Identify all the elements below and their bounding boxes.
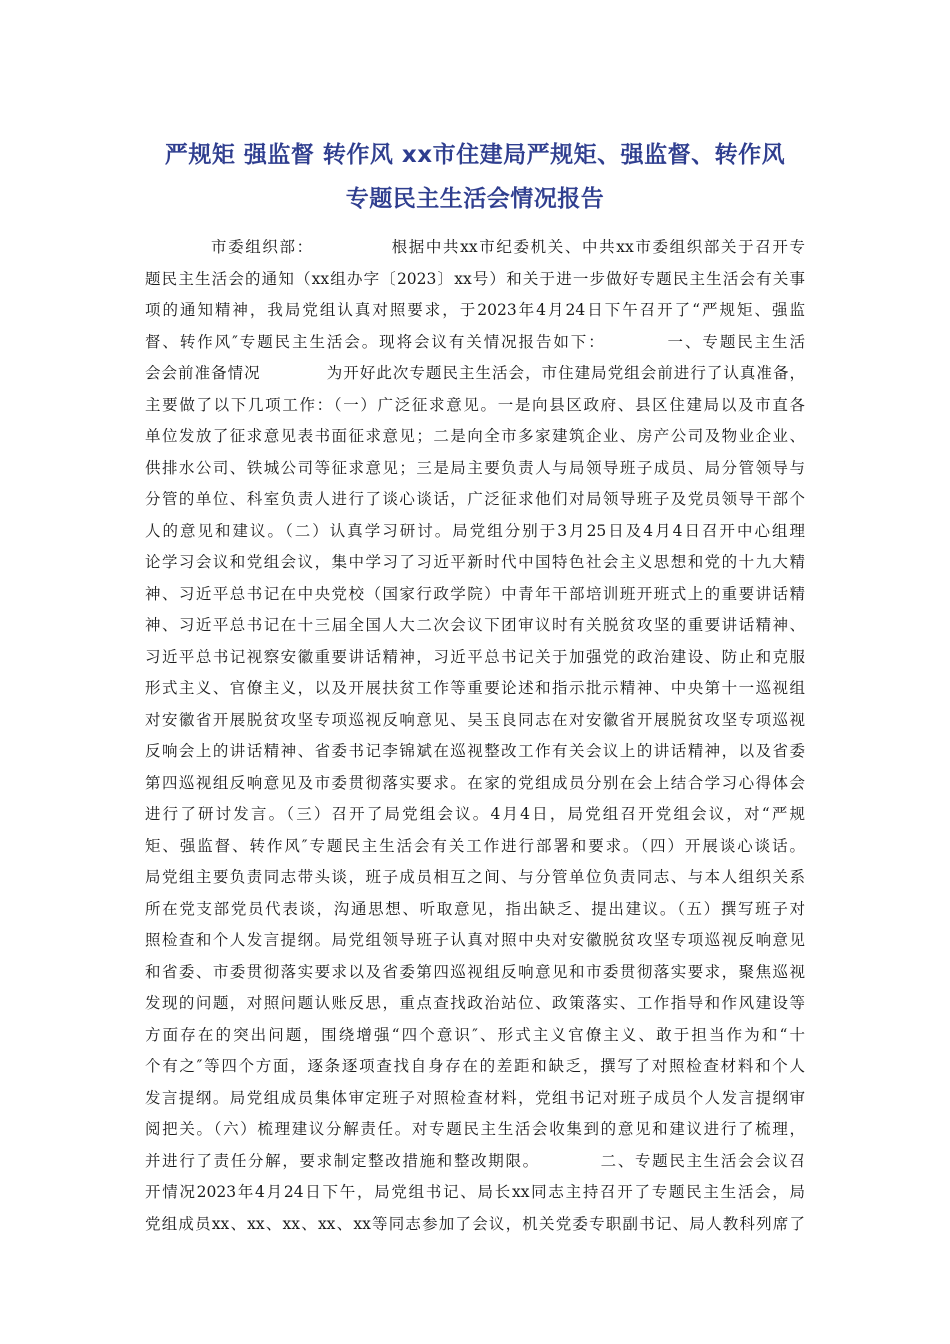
body-line: 发言提纲。局党组成员集体审定班子对照检查材料，党组书记对班子成员个人发言提纲审 xyxy=(145,1088,805,1107)
document-title-line-2: 专题民主生活会情况报告 xyxy=(345,186,605,212)
document-body xyxy=(145,232,805,1240)
body-line: 市委组织部： 根据中共xx市纪委机关、中共xx市委组织部关于召开专 xyxy=(211,238,805,256)
body-line: 分管的单位、科室负责人进行了谈心谈话，广泛征求他们对局领导班子及党员领导干部个 xyxy=(145,490,805,508)
body-line: 和省委、市委贯彻落实要求以及省委第四巡视组反响意见和市委贯彻落实要求，聚焦巡视 xyxy=(145,962,805,981)
body-line: 神、习近平总书记在十三届全国人大二次会议下团审议时有关脱贫攻坚的重要讲话精神、 xyxy=(145,616,805,634)
body-line: 习近平总书记视察安徽重要讲话精神，习近平总书记关于加强党的政治建设、防止和克服 xyxy=(145,647,805,666)
body-line: 督、转作风″专题民主生活会。现将会议有关情况报告如下： 一、专题民主生活 xyxy=(145,332,805,351)
body-line: 所在党支部党员代表谈，沟通思想、听取意见，指出缺乏、提出建议。（五）撰写班子对 xyxy=(145,899,805,918)
document-title-line-1: 严规矩 强监督 转作风 xx市住建局严规矩、强监督、转作风 xyxy=(164,142,786,168)
body-line: 形式主义、官僚主义，以及开展扶贫工作等重要论述和指示批示精神、中央第十一巡视组 xyxy=(145,679,805,697)
body-line: 单位发放了征求意见表书面征求意见；二是向全市多家建筑企业、房产公司及物业企业、 xyxy=(145,427,805,445)
body-line: 人的意见和建议。（二）认真学习研讨。局党组分别于3月25日及4月4日召开中心组理 xyxy=(145,521,805,540)
body-line: 照检查和个人发言提纲。局党组领导班子认真对照中央对安徽脱贫攻坚专项巡视反响意见 xyxy=(145,931,805,949)
body-line: 主要做了以下几项工作：（一）广泛征求意见。一是向县区政府、县区住建局以及市直各 xyxy=(145,395,805,414)
body-line: 反响会上的讲话精神、省委书记李锦斌在巡视整改工作有关会议上的讲话精神，以及省委 xyxy=(145,742,805,760)
body-line: 神、习近平总书记在中央党校（国家行政学院）中青年干部培训班开班式上的重要讲话精 xyxy=(145,584,805,603)
body-line: 论学习会议和党组会议，集中学习了习近平新时代中国特色社会主义思想和党的十九大精 xyxy=(145,553,805,571)
body-line: 第四巡视组反响意见及市委贯彻落实要求。在家的党组成员分别在会上结合学习心得体会 xyxy=(145,773,805,792)
body-line: 党组成员xx、xx、xx、xx、xx等同志参加了会议，机关党委专职副书记、局人教科列席了 xyxy=(145,1214,805,1233)
body-line: 对安徽省开展脱贫攻坚专项巡视反响意见、吴玉良同志在对安徽省开展脱贫攻坚专项巡视 xyxy=(145,710,805,729)
body-line: 发现的问题，对照问题认账反思，重点查找政治站位、政策落实、工作指导和作风建设等 xyxy=(145,994,805,1012)
body-line: 方面存在的突出问题，围绕增强“四个意识″、形式主义官僚主义、敢于担当作为和“十 xyxy=(145,1025,805,1044)
body-line: 局党组主要负责同志带头谈，班子成员相互之间、与分管单位负责同志、与本人组织关系 xyxy=(145,868,805,886)
body-line: 题民主生活会的通知（xx组办字〔2023〕xx号）和关于进一步做好专题民主生活会有关事 xyxy=(145,269,805,288)
body-line: 矩、强监督、转作风″专题民主生活会有关工作进行部署和要求。（四）开展谈心谈话。 xyxy=(145,836,805,855)
body-line: 阅把关。（六）梳理建议分解责任。对专题民主生活会收集到的意见和建议进行了梳理， xyxy=(145,1120,805,1138)
body-line: 并进行了责任分解，要求制定整改措施和整改期限。 二、专题民主生活会会议召 xyxy=(145,1151,805,1170)
body-line: 项的通知精神，我局党组认真对照要求，于2023年4月24日下午召开了“严规矩、强监 xyxy=(145,301,805,319)
body-line: 进行了研讨发言。（三）召开了局党组会议。4月4日，局党组召开党组会议，对“严规 xyxy=(145,805,805,823)
body-line: 会会前准备情况 为开好此次专题民主生活会，市住建局党组会前进行了认真准备， xyxy=(145,364,805,382)
body-line: 供排水公司、铁城公司等征求意见；三是局主要负责人与局领导班子成员、局分管领导与 xyxy=(145,458,805,477)
body-line: 开情况2023年4月24日下午，局党组书记、局长xx同志主持召开了专题民主生活会，局 xyxy=(145,1183,805,1201)
body-line: 个有之″等四个方面，逐条逐项查找自身存在的差距和缺乏，撰写了对照检查材料和个人 xyxy=(145,1057,805,1075)
